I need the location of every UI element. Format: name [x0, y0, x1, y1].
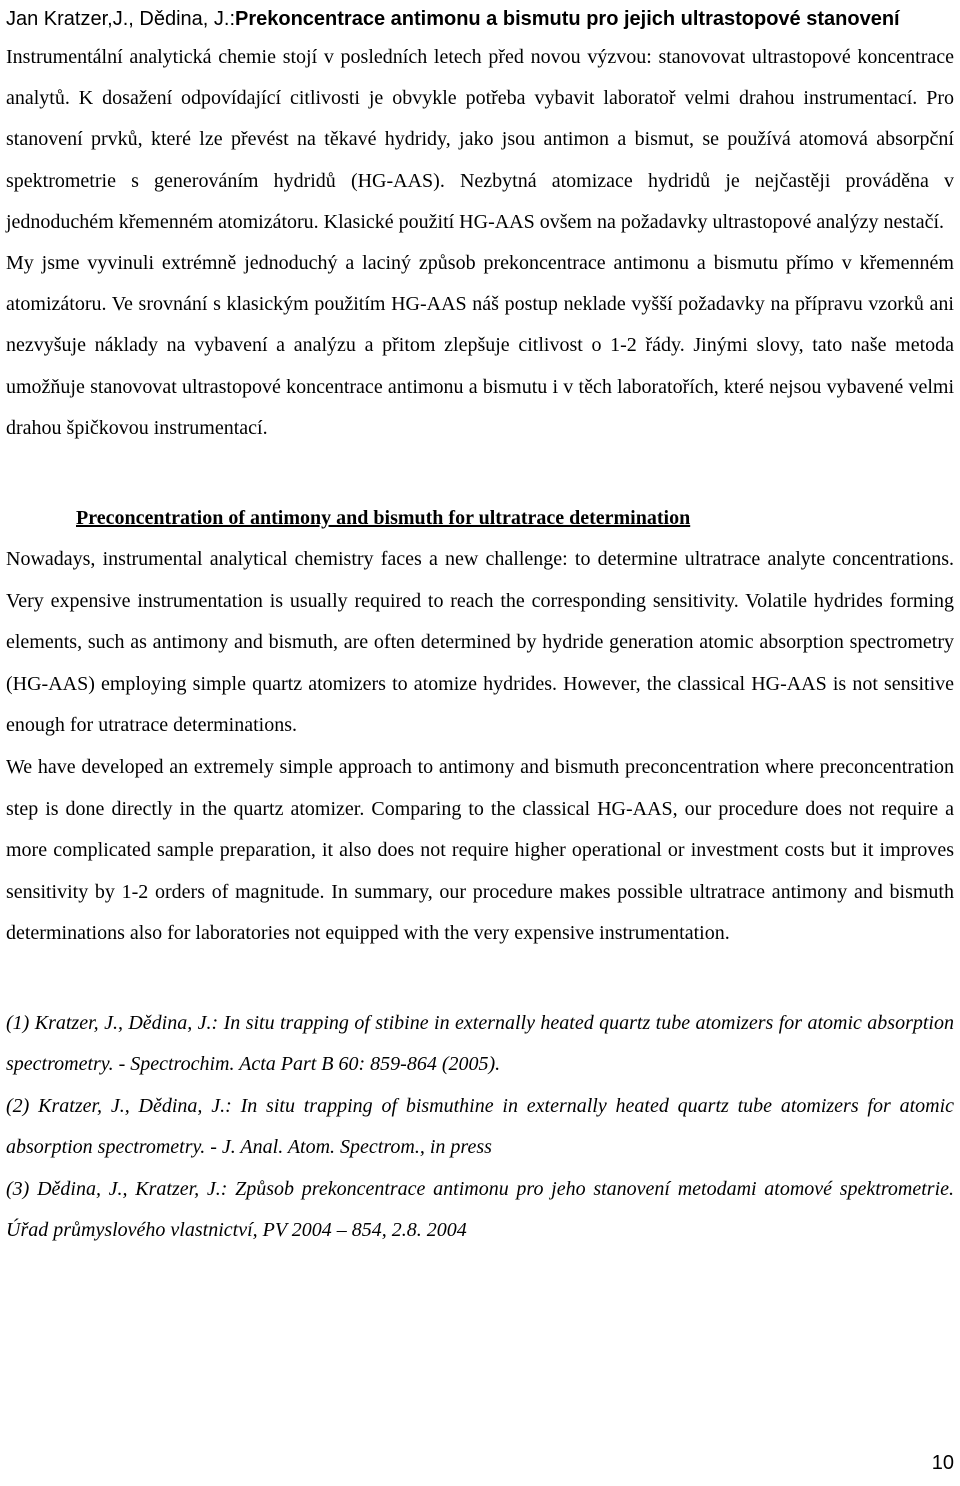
page-number: 10 [931, 1452, 954, 1474]
reference-item [6, 1003, 954, 1086]
document-header [6, 1, 954, 37]
czech-abstract [6, 37, 954, 449]
czech-paragraph-2: My jsme vyvinuli extrémně jednoduchý a laciný způsob prekoncentrace antimonu a bismutu přímo v křemenném atomizátoru. Ve srovnání s klasickým použitím HG-AAS náš postup neklade vyšší požadavky na přípravu vzorků ani nezvyšuje náklady na vybavení a analýzu a přitom zlepšuje citlivost o 1-2 řády. Jinými slovy, tato naše metoda umožňuje stanovovat ultrastopové koncentrace antimonu a bismutu i v těch laboratořích, které nejsou vybavené velmi drahou špičkovou instrumentací. [6, 252, 954, 439]
czech-paragraph-1: Instrumentální analytická chemie stojí v posledních letech před novou výzvou: stanovovat ultrastopové koncentrace analytů. K dosažení odpovídající citlivosti je obvykle potřeba vybavit laboratoř velmi drahou instrumentací. Pro stanovení prvků, které lze převést na těkavé hydridy, jako jsou antimon a bismut, se používá atomová absorpční spektrometrie s generováním hydridů (HG-AAS). Nezbytná atomizace hydridů je nejčastěji prováděna v jednoduchém křemenném atomizátoru. Klasické použití HG-AAS ovšem na požadavky ultrastopové analýzy nestačí. [6, 46, 954, 233]
english-abstract [6, 539, 954, 955]
reference-number: (1) [6, 1011, 30, 1034]
reference-number: (2) [6, 1094, 30, 1117]
header-authors: Jan Kratzer,J., Dědina, J.: [6, 8, 235, 30]
english-paragraph-1: Nowadays, instrumental analytical chemistry faces a new challenge: to determine ultratrace analyte concentrations. Very expensive instrumentation is usually required to reach the corresponding sensitivity. Volatile hydrides forming elements, such as antimony and bismuth, are often determined by hydride generation atomic absorption spectrometry (HG-AAS) employing simple quartz atomizers to atomize hydrides. However, the classical HG-AAS is not sensitive enough for utratrace determinations. [6, 548, 954, 737]
reference-text: Kratzer, J., Dědina, J.: In situ trapping of stibine in externally heated quartz tube atomizers for atomic absorption spectrometry. - Spectrochim. Acta Part B 60: 859-864 (2005). [6, 1011, 954, 1076]
reference-number: (3) [6, 1177, 30, 1200]
references-list [6, 1003, 954, 1252]
header-title: Prekoncentrace antimonu a bismutu pro jejich ultrastopové stanovení [235, 8, 900, 30]
reference-text: Dědina, J., Kratzer, J.: Způsob prekoncentrace antimonu pro jeho stanovení metodami atomové spektrometrie. Úřad průmyslového vlastnictví, PV 2004 – 854, 2.8. 2004 [6, 1177, 955, 1242]
english-title: Preconcentration of antimony and bismuth for ultratrace determination [76, 507, 691, 530]
reference-text: Kratzer, J., Dědina, J.: In situ trapping of bismuthine in externally heated quartz tube atomizers for atomic absorption spectrometry. - J. Anal. Atom. Spectrom., in press [6, 1094, 955, 1159]
reference-item [6, 1169, 954, 1252]
document-page [6, 0, 954, 1252]
english-paragraph-2: We have developed an extremely simple approach to antimony and bismuth preconcentration where preconcentration step is done directly in the quartz atomizer. Comparing to the classical HG-AAS, our procedure does not require a more complicated sample preparation, it also does not require higher operational or investment costs but it improves sensitivity by 1-2 orders of magnitude. In summary, our procedure makes possible ultratrace antimony and bismuth determinations also for laboratories not equipped with the very expensive instrumentation. [6, 756, 954, 945]
reference-item [6, 1086, 954, 1169]
